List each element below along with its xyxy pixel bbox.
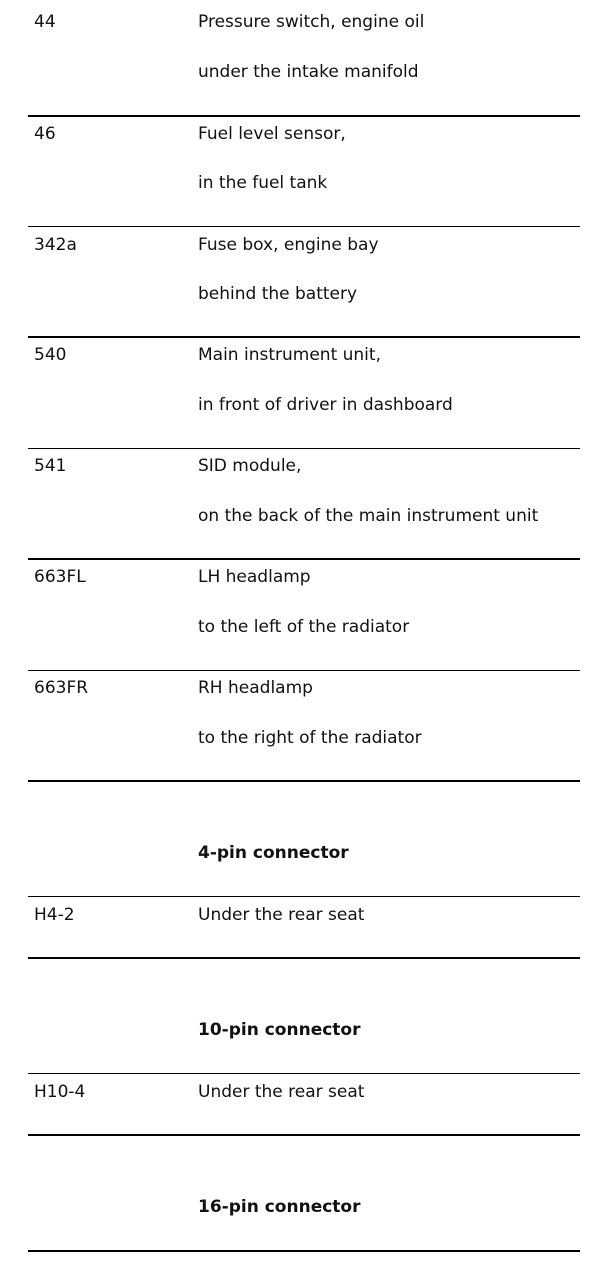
section-divider <box>28 957 580 959</box>
row-location-h10-4: Under the rear seat <box>198 1082 365 1102</box>
row-code-541: 541 <box>34 456 67 476</box>
row-divider <box>28 336 580 338</box>
row-code-663fr: 663FR <box>34 678 89 698</box>
row-code-342a: 342a <box>34 235 77 255</box>
section-heading-4-pin: 4-pin connector <box>198 843 349 863</box>
row-code-44: 44 <box>34 12 56 32</box>
row-code-h10-4: H10-4 <box>34 1082 86 1102</box>
row-name-663fl: LH headlamp <box>198 567 311 587</box>
section-divider <box>28 1250 580 1252</box>
row-location-h4-2: Under the rear seat <box>198 905 365 925</box>
row-location-46: in the fuel tank <box>198 173 328 193</box>
row-code-46: 46 <box>34 124 56 144</box>
section-divider <box>28 1073 580 1074</box>
row-name-46: Fuel level sensor, <box>198 124 346 144</box>
row-code-540: 540 <box>34 345 67 365</box>
row-location-663fr: to the right of the radiator <box>198 728 422 748</box>
row-divider <box>28 448 580 449</box>
row-location-663fl: to the left of the radiator <box>198 617 410 637</box>
row-name-663fr: RH headlamp <box>198 678 313 698</box>
section-heading-10-pin: 10-pin connector <box>198 1020 361 1040</box>
row-divider <box>28 226 580 227</box>
row-code-663fl: 663FL <box>34 567 86 587</box>
row-name-541: SID module, <box>198 456 302 476</box>
row-divider <box>28 780 580 782</box>
section-divider <box>28 1134 580 1136</box>
row-name-342a: Fuse box, engine bay <box>198 235 379 255</box>
row-location-540: in front of driver in dashboard <box>198 395 453 415</box>
row-divider <box>28 115 580 117</box>
row-location-342a: behind the battery <box>198 284 358 304</box>
row-name-540: Main instrument unit, <box>198 345 381 365</box>
row-divider <box>28 670 580 671</box>
row-location-541: on the back of the main instrument unit <box>198 506 539 526</box>
section-heading-16-pin: 16-pin connector <box>198 1197 361 1217</box>
row-divider <box>28 558 580 560</box>
row-location-44: under the intake manifold <box>198 62 419 82</box>
row-code-h4-2: H4-2 <box>34 905 75 925</box>
row-name-44: Pressure switch, engine oil <box>198 12 425 32</box>
section-divider <box>28 896 580 897</box>
